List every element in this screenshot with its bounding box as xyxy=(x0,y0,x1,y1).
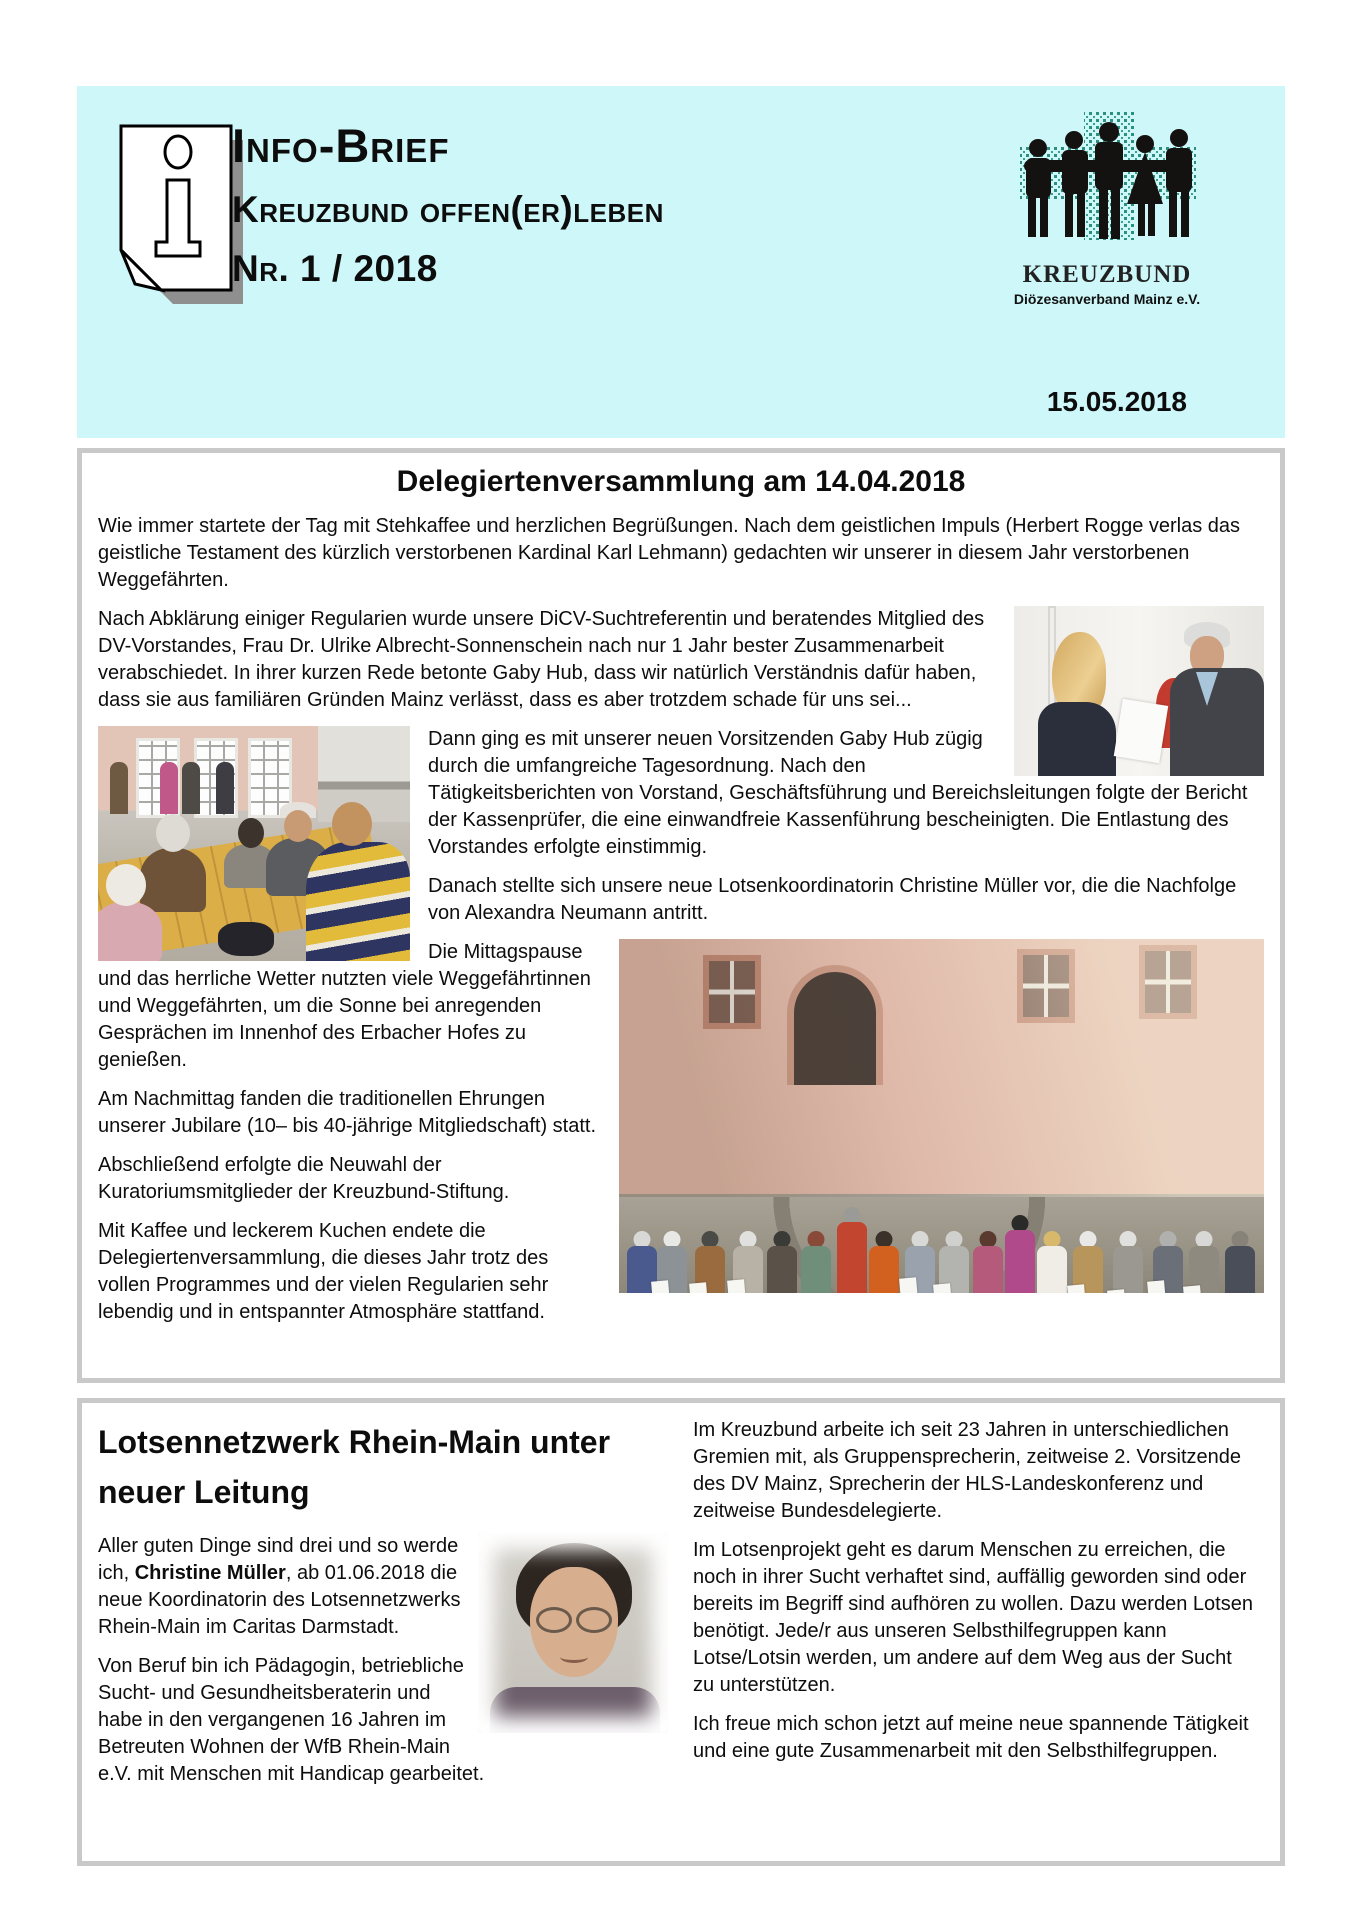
newsletter-title-block xyxy=(232,118,664,291)
paragraph: Wie immer startete der Tag mit Stehkaffee und herzlichen Begrüßungen. Nach dem geistlichen Impuls (Herbert Rogge verlas das geistliche Testament des kürzlich verstorbenen Kardinal Karl Lehmann) gedachten wir unserer in diesem Jahr verstorbenen Weggefährten. xyxy=(98,515,1241,591)
issue-number: Nr. 1 / 2018 xyxy=(232,247,438,289)
article2-left-column xyxy=(98,1411,668,1800)
paragraph: Aller guten Dinge sind drei und so werde ich, Christine Müller, ab 01.06.2018 die neue Koordinatorin des Lotsennetzwerks Rhein-Main im Caritas Darmstadt. Von Beruf bin ich Pädagogin, betriebliche Sucht- und Gesundheitsberaterin und habe in den vergangenen 16 Jahren im Betreuten Wohnen der WfB Rhein-Main e.V. mit Menschen mit Handicap gearbeitet. xyxy=(98,1533,668,1788)
paragraph: Am Nachmittag fanden die traditionellen Ehrungen unserer Jubilare (10– bis 40-jährige Mitgliedschaft) statt. xyxy=(98,1088,597,1137)
logo-suborg-name: Diözesanverband Mainz e.V. xyxy=(1013,291,1201,307)
paragraph: Danach stellte sich unsere neue Lotsenkoordinatorin Christine Müller vor, die die Nachfolge von Alexandra Neumann antritt. xyxy=(428,875,1237,924)
paragraph: Nach Abklärung einiger Regularien wurde unsere DiCV-Suchtreferentin und beratendes Mitglied des DV-Vorstandes, Frau Dr. Ulrike Albrecht-Sonnenschein nach nur 1 Jahr bester Zusammenarbeit verabschiedet. In ihrer kurzen Rede betonte Gaby Hub, dass wir natürlich Verständnis dafür haben, dass sie aus familiären Gründen Mainz verlässt, dass es aber trotzdem schade für uns sei... xyxy=(98,606,1264,714)
farewell-handover-photo xyxy=(1014,606,1264,776)
logo-org-name: KREUZBUND xyxy=(1022,261,1192,288)
kreuzbund-logo xyxy=(1007,112,1207,307)
christine-mueller-portrait xyxy=(478,1533,668,1733)
article1-title: Delegiertenversammlung am 14.04.2018 xyxy=(396,465,966,498)
group-certificates-photo xyxy=(619,939,1264,1293)
paragraph: Im Kreuzbund arbeite ich seit 23 Jahren in unterschiedlichen Gremien mit, als Gruppensprecherin, zeitweise 2. Vorsitzende des DV Mainz, Sprecherin der HLS-Landeskonferenz und zeitweise Bundesdelegierte. xyxy=(693,1419,1242,1522)
person-name: Christine Müller xyxy=(134,1562,286,1584)
document-paper xyxy=(1114,699,1169,763)
paragraph: Ich freue mich schon jetzt auf meine neue spannende Tätigkeit und eine gute Zusammenarbeit mit den Selbsthilfegruppen. xyxy=(693,1713,1249,1762)
issue-date: 15.05.2018 xyxy=(1046,386,1187,417)
article-delegiertenversammlung xyxy=(77,448,1285,1383)
article-lotsennetzwerk xyxy=(77,1398,1285,1866)
article2-title: Lotsennetzwerk Rhein-Main unter neuer Leitung xyxy=(98,1424,611,1510)
paragraph: Mit Kaffee und leckerem Kuchen endete die Delegiertenversammlung, die dieses Jahr trotz des vollen Programmes und der vielen Regularien sehr lebendig und in entspannter Atmosphäre stattfand. xyxy=(98,1220,549,1323)
newsletter-title: Info-Brief xyxy=(232,119,450,172)
article2-right-column xyxy=(693,1411,1253,1800)
courtyard-table-photo xyxy=(98,726,410,961)
striped-sweater-man-figure xyxy=(306,842,410,961)
paragraph: Dann ging es mit unserer neuen Vorsitzenden Gaby Hub zügig durch die umfangreiche Tagesordnung. Nach den Tätigkeitsberichten von Vorstand, Geschäftsführung und Bereichsleitungen folgte der Bericht der Kassenprüfer, die eine einwandfreie Kassenführung bescheinigten. Die Entlastung des Vorstandes erfolgte einstimmig. xyxy=(98,726,1264,861)
newsletter-header xyxy=(77,86,1285,438)
paragraph: Abschließend erfolgte die Neuwahl der Kuratoriumsmitglieder der Kreuzbund-Stiftung. xyxy=(98,1154,510,1203)
newsletter-subtitle: Kreuzbund offen(er)leben xyxy=(232,189,664,231)
paragraph: Die Mittagspause und das herrliche Wetter nutzten viele Weggefährtinnen und Weggefährten, um die Sonne bei anregenden Gesprächen im Innenhof des Erbacher Hofes zu genießen. xyxy=(98,939,1264,1074)
paragraph: Im Lotsenprojekt geht es darum Menschen zu erreichen, die noch in ihrer Sucht verhaftet sind, auffällig geworden sind oder bereits im Begriff sind aufhören zu wollen. Dazu werden Lotsen benötigt. Jede/r aus unseren Selbsthilfegruppen kann Lotse/Lotsin werden, um andere auf dem Weg aus der Sucht zu unterstützen. xyxy=(693,1539,1253,1696)
logo-silhouettes-icon xyxy=(1012,112,1202,252)
